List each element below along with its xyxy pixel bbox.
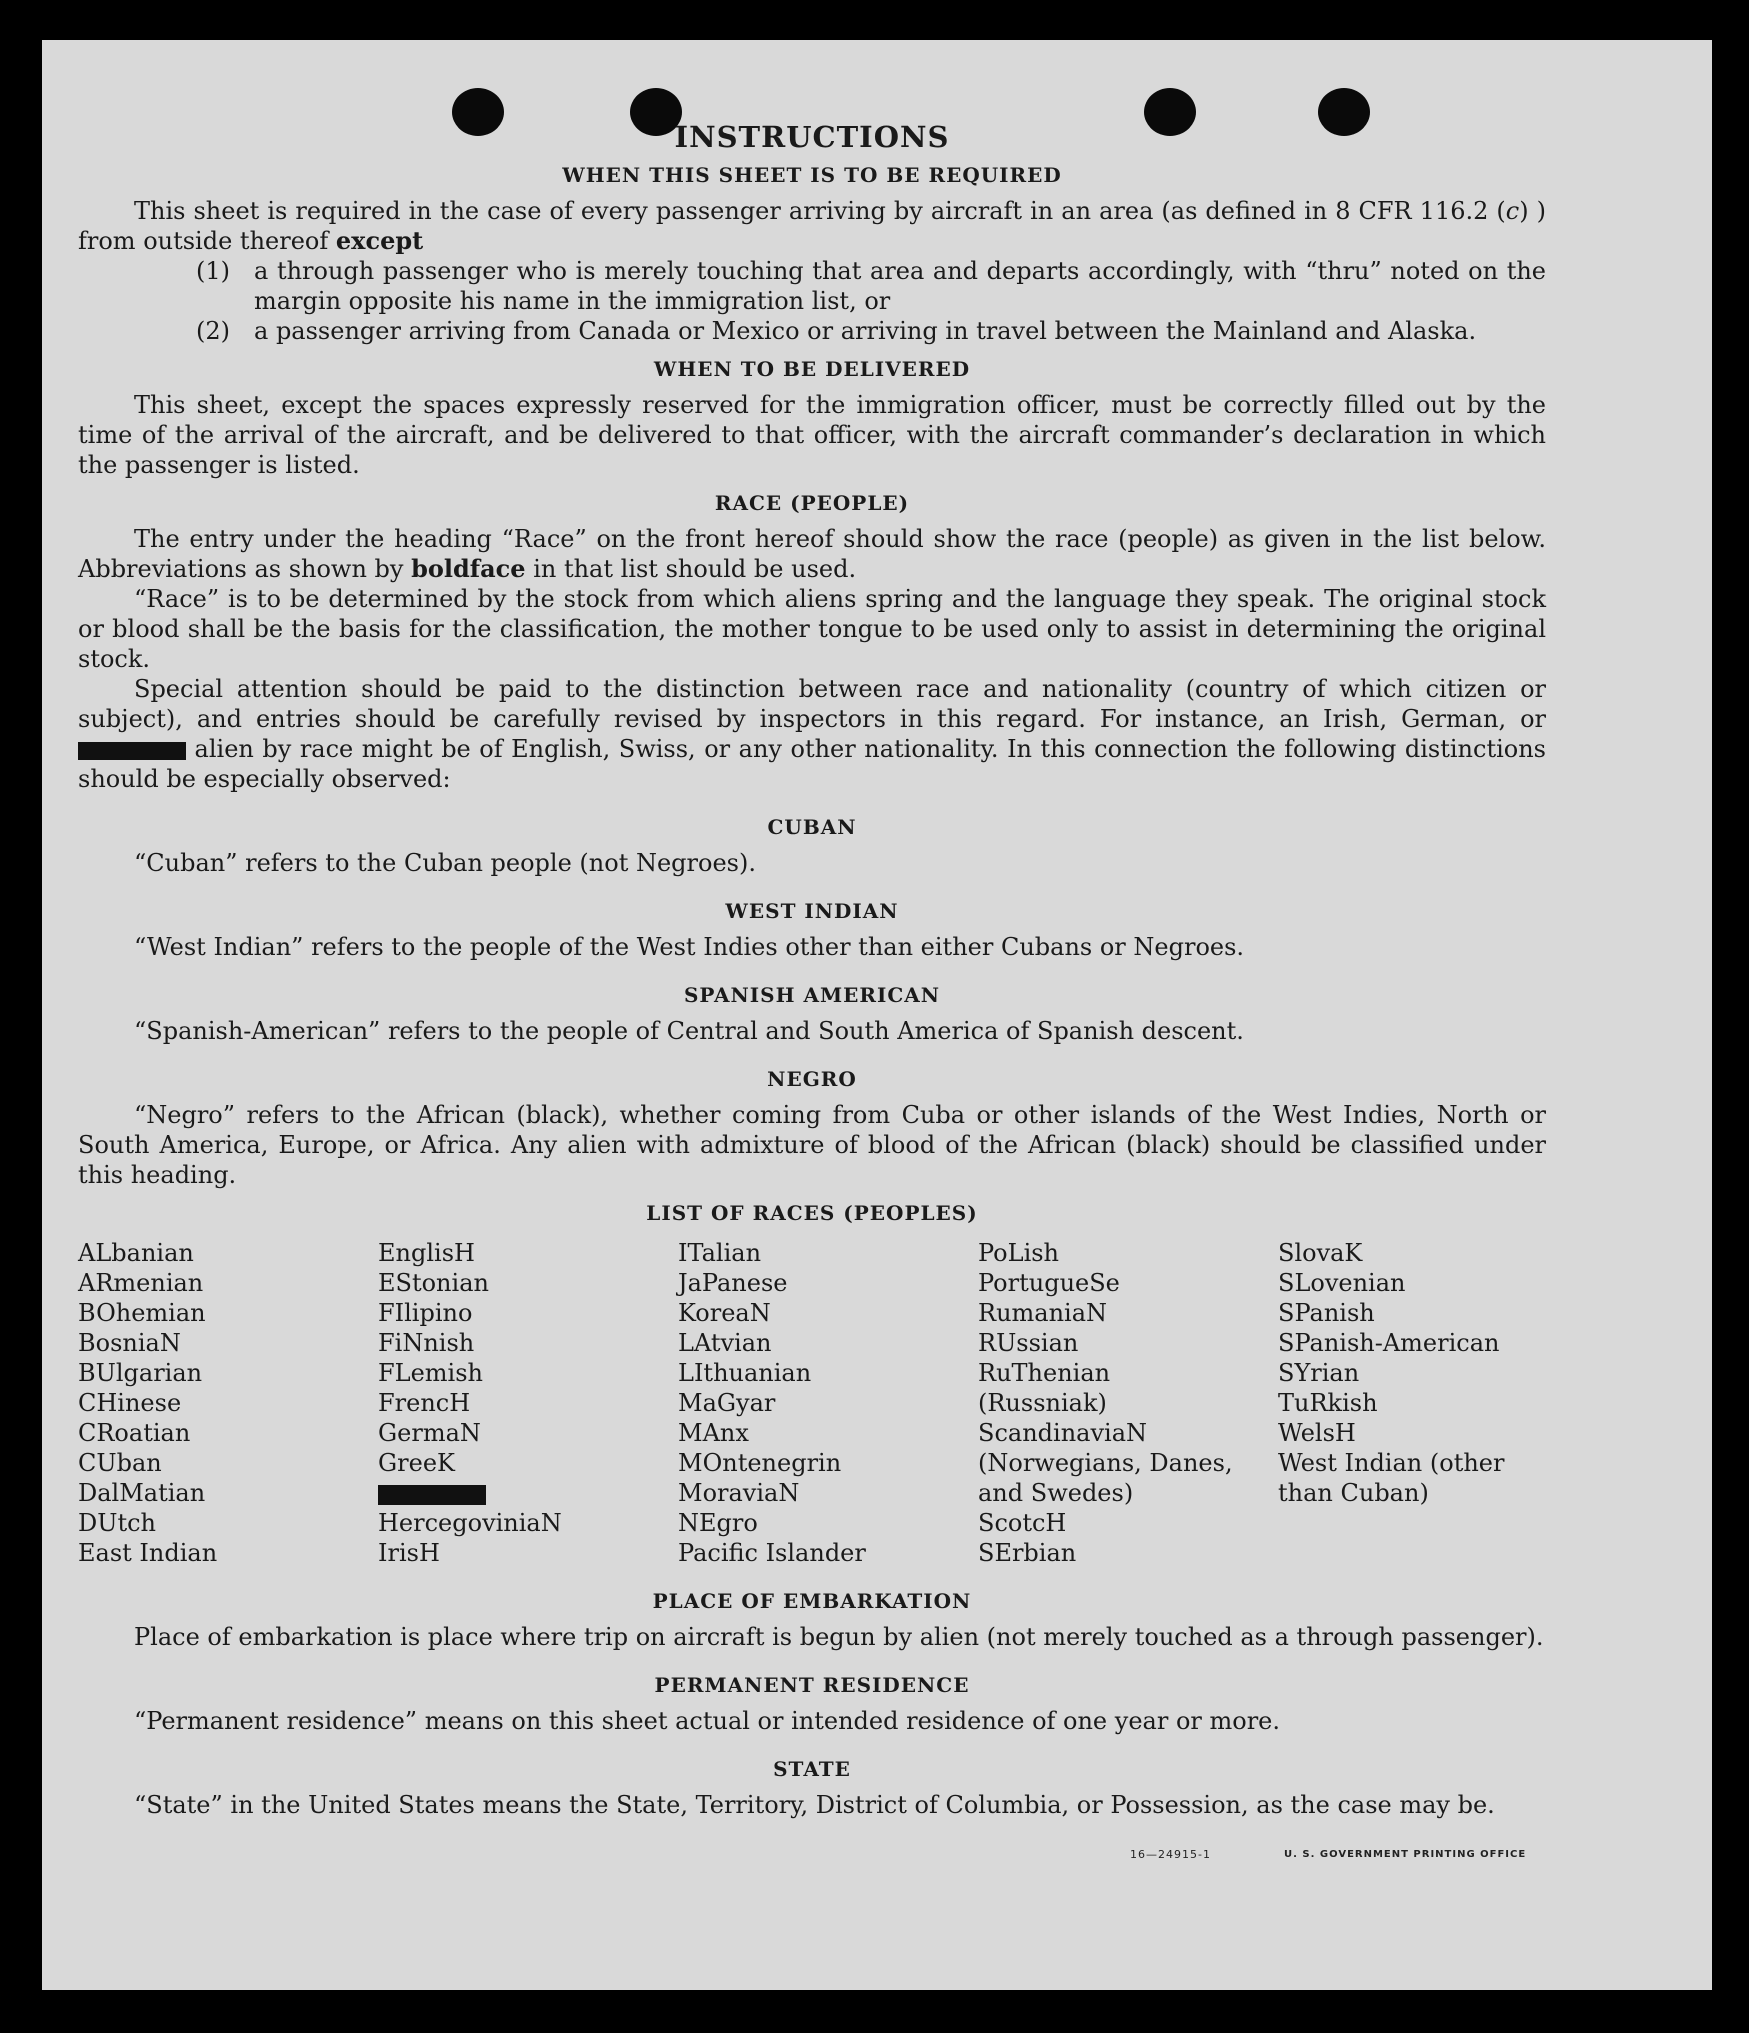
race-entry: Pacific Islander — [678, 1539, 866, 1567]
delivered-paragraph: This sheet, except the spaces expressly reserved for the immigration officer, must be correctly filled out by the time of the arrival of the aircraft, and be delivered to that officer, with the aircraft commander’s declaration in which the passenger is listed. — [78, 391, 1546, 479]
race-entry: ITalian — [678, 1239, 762, 1267]
race-text-1: The entry under the heading “Race” on the front hereof should show the race (people) as given in the list below. Abbreviations as shown by — [78, 525, 1546, 583]
race-entry: KoreaN — [678, 1299, 771, 1327]
residence-paragraph: “Permanent residence” means on this sheet actual or intended residence of one year or more. — [134, 1707, 1280, 1735]
redaction-mark — [378, 1485, 486, 1505]
race-entry: SErbian — [978, 1539, 1077, 1567]
race-entry: SLovenian — [1278, 1269, 1406, 1297]
heading-state: STATE — [773, 1757, 851, 1781]
race-entry: FIlipino — [378, 1299, 473, 1327]
race-entry: EnglisH — [378, 1239, 475, 1267]
race-entry: MaGyar — [678, 1389, 776, 1417]
race-entry: IrisH — [378, 1539, 440, 1567]
required-text-2: ) ) from outside thereof — [78, 197, 1546, 255]
race-entry: ScotcH — [978, 1509, 1067, 1537]
race-entry: CHinese — [78, 1389, 182, 1417]
printing-office: U. S. GOVERNMENT PRINTING OFFICE — [1284, 1849, 1527, 1860]
race-entry: GermaN — [378, 1419, 481, 1447]
race-entry: SlovaK — [1278, 1239, 1363, 1267]
race-entry: PortugueSe — [978, 1269, 1120, 1297]
race-entry: FLemish — [378, 1359, 483, 1387]
spanish-american-paragraph: “Spanish-American” refers to the people of Central and South America of Spanish descent. — [134, 1017, 1244, 1045]
race-entry: PoLish — [978, 1239, 1060, 1267]
race-entry: FiNnish — [378, 1329, 475, 1357]
race-entry: DalMatian — [78, 1479, 206, 1507]
item-text: a passenger arriving from Canada or Mexico or arriving in travel between the Mainland and Alaska. — [254, 317, 1477, 345]
race-column-3 — [678, 1238, 978, 1568]
race-entry: East Indian — [78, 1539, 218, 1567]
race-entry: SYrian — [1278, 1359, 1360, 1387]
race-entry: HercegoviniaN — [378, 1509, 562, 1537]
race-column-4 — [978, 1238, 1278, 1568]
heading-when-required: WHEN THIS SHEET IS TO BE REQUIRED — [562, 163, 1062, 187]
required-text-bold: except — [335, 226, 424, 255]
race-entry: RumaniaN — [978, 1299, 1108, 1327]
heading-permanent-residence: PERMANENT RESIDENCE — [654, 1673, 970, 1697]
race-entry: SPanish-American — [1278, 1329, 1500, 1357]
race-entry: ALbanian — [78, 1239, 194, 1267]
race-entry: BosniaN — [78, 1329, 181, 1357]
instructions-content — [78, 122, 1546, 1820]
race-entry-redacted — [378, 1478, 678, 1508]
required-text-1: This sheet is required in the case of every passenger arriving by aircraft in an area (as defined in 8 CFR 116.2 ( — [134, 197, 1506, 225]
item-text: a through passenger who is merely touching that area and departs accordingly, with “thru” noted on the margin opposite his name in the immigration list, or — [254, 257, 1546, 315]
race-entry: MOntenegrin — [678, 1449, 842, 1477]
heading-race: RACE (PEOPLE) — [714, 491, 910, 515]
race-entry: EStonian — [378, 1269, 489, 1297]
page-title: INSTRUCTIONS — [674, 120, 950, 154]
heading-when-delivered: WHEN TO BE DELIVERED — [653, 357, 971, 381]
west-indian-paragraph: “West Indian” refers to the people of the West Indies other than either Cubans or Negroes. — [134, 933, 1245, 961]
heading-list-of-races: LIST OF RACES (PEOPLES) — [646, 1201, 978, 1225]
race-entry: RUssian — [978, 1329, 1079, 1357]
race-entry: MoraviaN — [678, 1479, 800, 1507]
race-entry: CRoatian — [78, 1419, 191, 1447]
required-text-italic: c — [1505, 197, 1520, 225]
item-number: (1) — [196, 257, 230, 285]
race-text-3: Special attention should be paid to the distinction between race and nationality (country of which citizen or subject), and entries should be carefully revised by inspectors in this regard. For instance, an Irish, German, or — [78, 675, 1546, 733]
redaction-mark — [78, 742, 186, 760]
race-list — [78, 1238, 1546, 1568]
race-column-2 — [378, 1238, 678, 1568]
cuban-paragraph: “Cuban” refers to the Cuban people (not Negroes). — [134, 849, 756, 877]
race-text-bold: boldface — [411, 554, 526, 583]
race-entry: LIthuanian — [678, 1359, 812, 1387]
race-entry: SPanish — [1278, 1299, 1375, 1327]
heading-cuban: CUBAN — [767, 815, 857, 839]
form-number: 16—24915-1 — [1130, 1848, 1211, 1861]
race-entry: CUban — [78, 1449, 162, 1477]
race-entry: FrencH — [378, 1389, 471, 1417]
negro-paragraph: “Negro” refers to the African (black), whether coming from Cuba or other islands of the West Indies, North or South America, Europe, or Africa. Any alien with admixture of blood of the African (black) should be classified under this heading. — [78, 1101, 1546, 1189]
race-entry: ScandinaviaN (Norwegians, Danes, and Swedes) — [978, 1419, 1233, 1507]
race-entry: LAtvian — [678, 1329, 772, 1357]
race-text-2: in that list should be used. — [525, 555, 857, 583]
heading-spanish-american: SPANISH AMERICAN — [683, 983, 941, 1007]
state-paragraph: “State” in the United States means the State, Territory, District of Columbia, or Possession, as the case may be. — [134, 1791, 1495, 1819]
race-paragraph-1 — [78, 524, 1546, 584]
heading-negro: NEGRO — [767, 1067, 857, 1091]
race-entry: RuThenian (Russniak) — [978, 1359, 1111, 1417]
race-column-1 — [78, 1238, 378, 1568]
race-entry: DUtch — [78, 1509, 157, 1537]
race-entry: BOhemian — [78, 1299, 206, 1327]
race-column-5 — [1278, 1238, 1546, 1568]
race-entry: GreeK — [378, 1449, 455, 1477]
race-entry: BUlgarian — [78, 1359, 203, 1387]
heading-embarkation: PLACE OF EMBARKATION — [652, 1589, 972, 1613]
race-paragraph-3 — [78, 674, 1546, 794]
required-paragraph — [78, 196, 1546, 256]
race-entry: TuRkish — [1278, 1389, 1378, 1417]
required-item-2 — [78, 316, 1546, 346]
race-entry: West Indian (other than Cuban) — [1278, 1449, 1505, 1507]
embarkation-paragraph: Place of embarkation is place where trip on aircraft is begun by alien (not merely touched as a through passenger). — [134, 1623, 1544, 1651]
heading-west-indian: WEST INDIAN — [725, 899, 899, 923]
race-entry: JaPanese — [678, 1269, 788, 1297]
race-text-4: alien by race might be of English, Swiss, or any other nationality. In this connection the following distinctions should be especially observed: — [78, 735, 1546, 793]
item-number: (2) — [196, 317, 230, 345]
required-item-1 — [78, 256, 1546, 316]
race-paragraph-2: “Race” is to be determined by the stock from which aliens spring and the language they speak. The original stock or blood shall be the basis for the classification, the mother tongue to be used only to assist in determining the original stock. — [78, 585, 1546, 673]
race-entry: ARmenian — [78, 1269, 204, 1297]
race-entry: WelsH — [1278, 1419, 1356, 1447]
race-entry: NEgro — [678, 1509, 758, 1537]
race-entry: MAnx — [678, 1419, 749, 1447]
